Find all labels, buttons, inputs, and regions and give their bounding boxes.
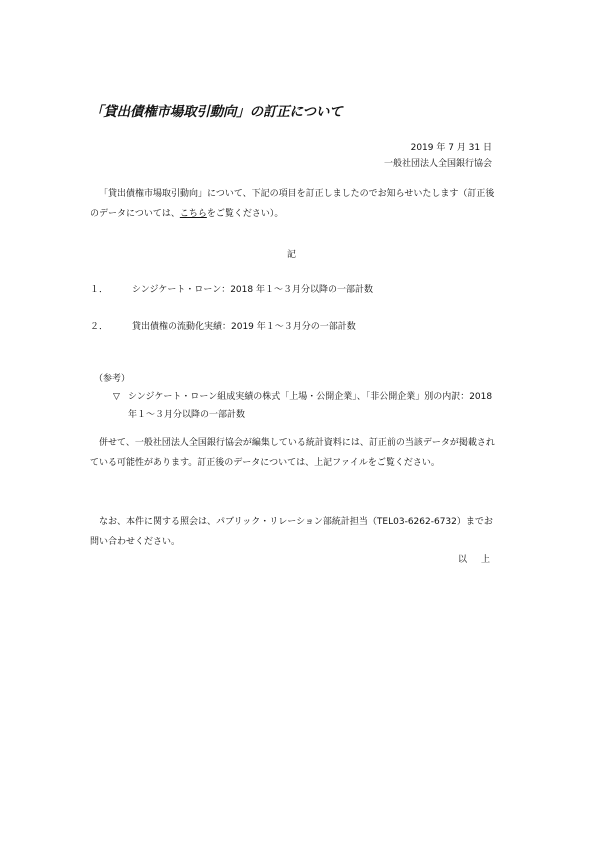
triangle-bullet-icon: ▽ xyxy=(113,392,120,402)
reference-label: （参考） xyxy=(94,374,131,384)
intro-paragraph xyxy=(90,184,498,224)
organization-name: 一般社団法人全国銀行協会 xyxy=(383,159,492,169)
list-item-number: １． xyxy=(90,285,109,295)
corrected-data-link[interactable]: こちら xyxy=(179,209,207,219)
closing-mark: 以上 xyxy=(458,555,505,565)
list-item-number: ２． xyxy=(90,322,109,332)
additional-paragraph: 併せて、一般社団法人全国銀行協会が編集している統計資料には、訂正前の当該データが掲載されている可能性があります。訂正後のデータについては、上記ファイルをご覧ください。 xyxy=(90,438,495,468)
contact-paragraph: なお、本件に関する照会は、パブリック・リレーション部統計担当（TEL03-6262-6732）までお問い合わせください。 xyxy=(90,517,493,547)
ki-heading: 記 xyxy=(287,250,297,260)
document-date: 2019 年 7 月 31 日 xyxy=(410,143,492,153)
list-item-text: シンジケート・ローン：2018 年１～３月分以降の一部計数 xyxy=(132,285,373,295)
reference-item xyxy=(113,388,498,424)
intro-text-before-link: 「貸出債権市場取引動向」について、下記の項目を訂正しましたのでお知らせいたします（訂正後のデータについては、 xyxy=(90,189,495,219)
reference-text: シンジケート・ローン組成実績の株式「上場・公開企業」、「非公開企業」別の内訳：2018 年１～３月分以降の一部計数 xyxy=(128,392,493,420)
page-title: 「貸出債権市場取引動向」の訂正について xyxy=(90,104,343,120)
intro-text-after-link: をご覧ください）。 xyxy=(206,209,284,219)
list-item-text: 貸出債権の流動化実績：2019 年１～３月分の一部計数 xyxy=(132,322,356,332)
